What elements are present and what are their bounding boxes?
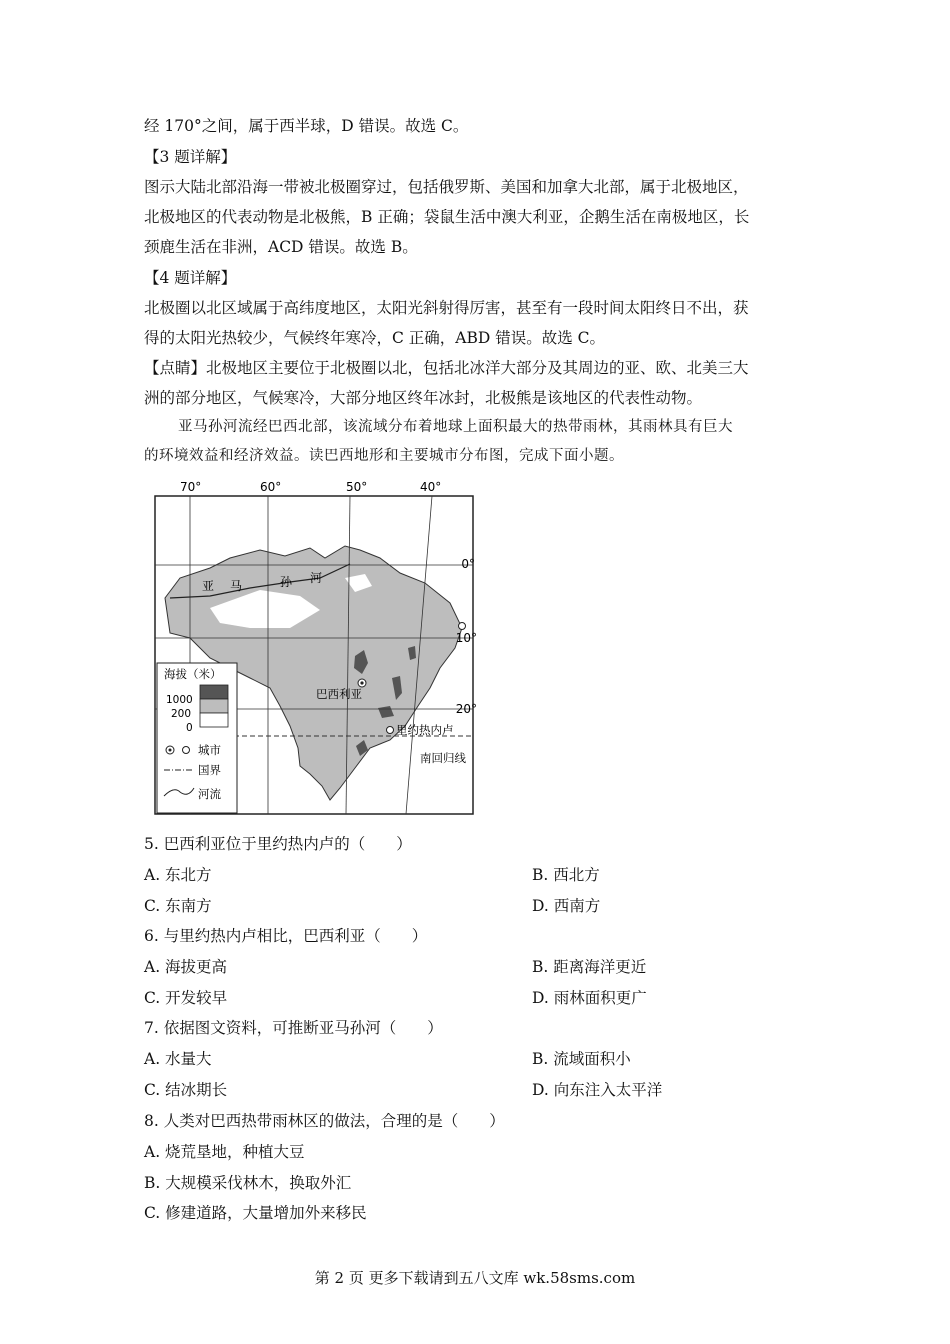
option-d[interactable]: D. 向东注入太平洋 bbox=[532, 1081, 663, 1099]
legend-swatch-high bbox=[200, 685, 228, 699]
legend-level: 200 bbox=[171, 708, 192, 720]
question-stem: 7. 依据图文资料，可推断亚马孙河（ ） bbox=[144, 1019, 443, 1037]
legend-capital-dot-icon bbox=[169, 749, 172, 752]
paragraph-line: 颈鹿生活在非洲，ACD 错误。故选 B。 bbox=[144, 238, 418, 256]
lat-label: 20° bbox=[455, 702, 477, 716]
lat-label: 10° bbox=[455, 631, 477, 645]
map-legend bbox=[157, 663, 237, 813]
paragraph-line: 【点睛】北极地区主要位于北极圈以北，包括北冰洋大部分及其周边的亚、欧、北美三大 bbox=[144, 359, 749, 377]
option-c[interactable]: C. 东南方 bbox=[144, 897, 212, 915]
legend-title: 海拔（米） bbox=[164, 667, 222, 681]
lon-label: 60° bbox=[260, 480, 282, 494]
paragraph-line: 北极地区的代表动物是北极熊，B 正确；袋鼠生活中澳大利亚，企鹅生活在南极地区，长 bbox=[144, 208, 750, 226]
legend-border-label: 国界 bbox=[198, 763, 221, 777]
question-stem: 8. 人类对巴西热带雨林区的做法，合理的是（ ） bbox=[144, 1112, 505, 1130]
legend-level: 0 bbox=[186, 722, 193, 734]
paragraph-line: 图示大陆北部沿海一带被北极圈穿过，包括俄罗斯、美国和加拿大北部，属于北极地区， bbox=[144, 178, 749, 196]
option-b[interactable]: B. 距离海洋更近 bbox=[532, 958, 647, 976]
legend-swatch-mid bbox=[200, 699, 228, 713]
river-label: 孙 bbox=[280, 575, 293, 589]
legend-river-label: 河流 bbox=[198, 787, 221, 801]
river-label: 河 bbox=[310, 571, 323, 585]
city-capital-dot-icon bbox=[360, 681, 363, 684]
page-footer: 第 2 页 更多下载请到五八文库 wk.58sms.com bbox=[314, 1269, 636, 1287]
city-label-rio: 里约热内卢 bbox=[396, 723, 454, 737]
question-stem: 6. 与里约热内卢相比，巴西利亚（ ） bbox=[144, 927, 428, 945]
lon-label: 40° bbox=[420, 480, 442, 494]
lat-label: 0° bbox=[461, 557, 475, 571]
lon-label: 50° bbox=[346, 480, 368, 494]
brazil-map bbox=[150, 478, 480, 818]
option-a[interactable]: A. 海拔更高 bbox=[144, 958, 228, 976]
city-icon bbox=[459, 623, 466, 630]
paragraph-line: 北极圈以北区域属于高纬度地区，太阳光斜射得厉害，甚至有一段时间太阳终日不出，获 bbox=[144, 299, 749, 317]
option-c[interactable]: C. 结冰期长 bbox=[144, 1081, 228, 1099]
tropic-label: 南回归线 bbox=[420, 751, 466, 765]
paragraph-line: 洲的部分地区，气候寒冷，大部分地区终年冰封，北极熊是该地区的代表性动物。 bbox=[144, 389, 703, 407]
river-label: 亚 bbox=[202, 579, 215, 593]
option-c[interactable]: C. 开发较早 bbox=[144, 989, 228, 1007]
legend-city-label: 城市 bbox=[198, 743, 221, 757]
legend-city-icon bbox=[183, 747, 190, 754]
intro-line: 亚马孙河流经巴西北部，该流域分布着地球上面积最大的热带雨林，其雨林具有巨大 bbox=[178, 419, 733, 435]
option-a[interactable]: A. 水量大 bbox=[144, 1050, 212, 1068]
section-heading-q3: 【3 题详解】 bbox=[144, 148, 237, 166]
city-icon bbox=[387, 727, 394, 734]
paragraph-line: 得的太阳光热较少，气候终年寒冷，C 正确，ABD 错误。故选 C。 bbox=[144, 329, 606, 347]
option-c[interactable]: C. 修建道路，大量增加外来移民 bbox=[144, 1204, 367, 1222]
option-b[interactable]: B. 大规模采伐林木，换取外汇 bbox=[144, 1174, 352, 1192]
section-heading-q4: 【4 题详解】 bbox=[144, 269, 237, 287]
intro-line: 的环境效益和经济效益。读巴西地形和主要城市分布图，完成下面小题。 bbox=[144, 448, 624, 464]
legend-level: 1000 bbox=[166, 694, 193, 706]
option-b[interactable]: B. 流域面积小 bbox=[532, 1050, 631, 1068]
paragraph-line: 经 170°之间，属于西半球，D 错误。故选 C。 bbox=[144, 117, 469, 135]
option-b[interactable]: B. 西北方 bbox=[532, 866, 600, 884]
option-a[interactable]: A. 烧荒垦地，种植大豆 bbox=[144, 1143, 305, 1161]
river-label: 马 bbox=[230, 579, 243, 593]
legend-swatch-low bbox=[200, 713, 228, 727]
option-d[interactable]: D. 西南方 bbox=[532, 897, 601, 915]
option-a[interactable]: A. 东北方 bbox=[144, 866, 212, 884]
option-d[interactable]: D. 雨林面积更广 bbox=[532, 989, 647, 1007]
city-label-brasilia: 巴西利亚 bbox=[316, 687, 362, 701]
question-stem: 5. 巴西利亚位于里约热内卢的（ ） bbox=[144, 835, 412, 853]
lon-label: 70° bbox=[180, 480, 202, 494]
